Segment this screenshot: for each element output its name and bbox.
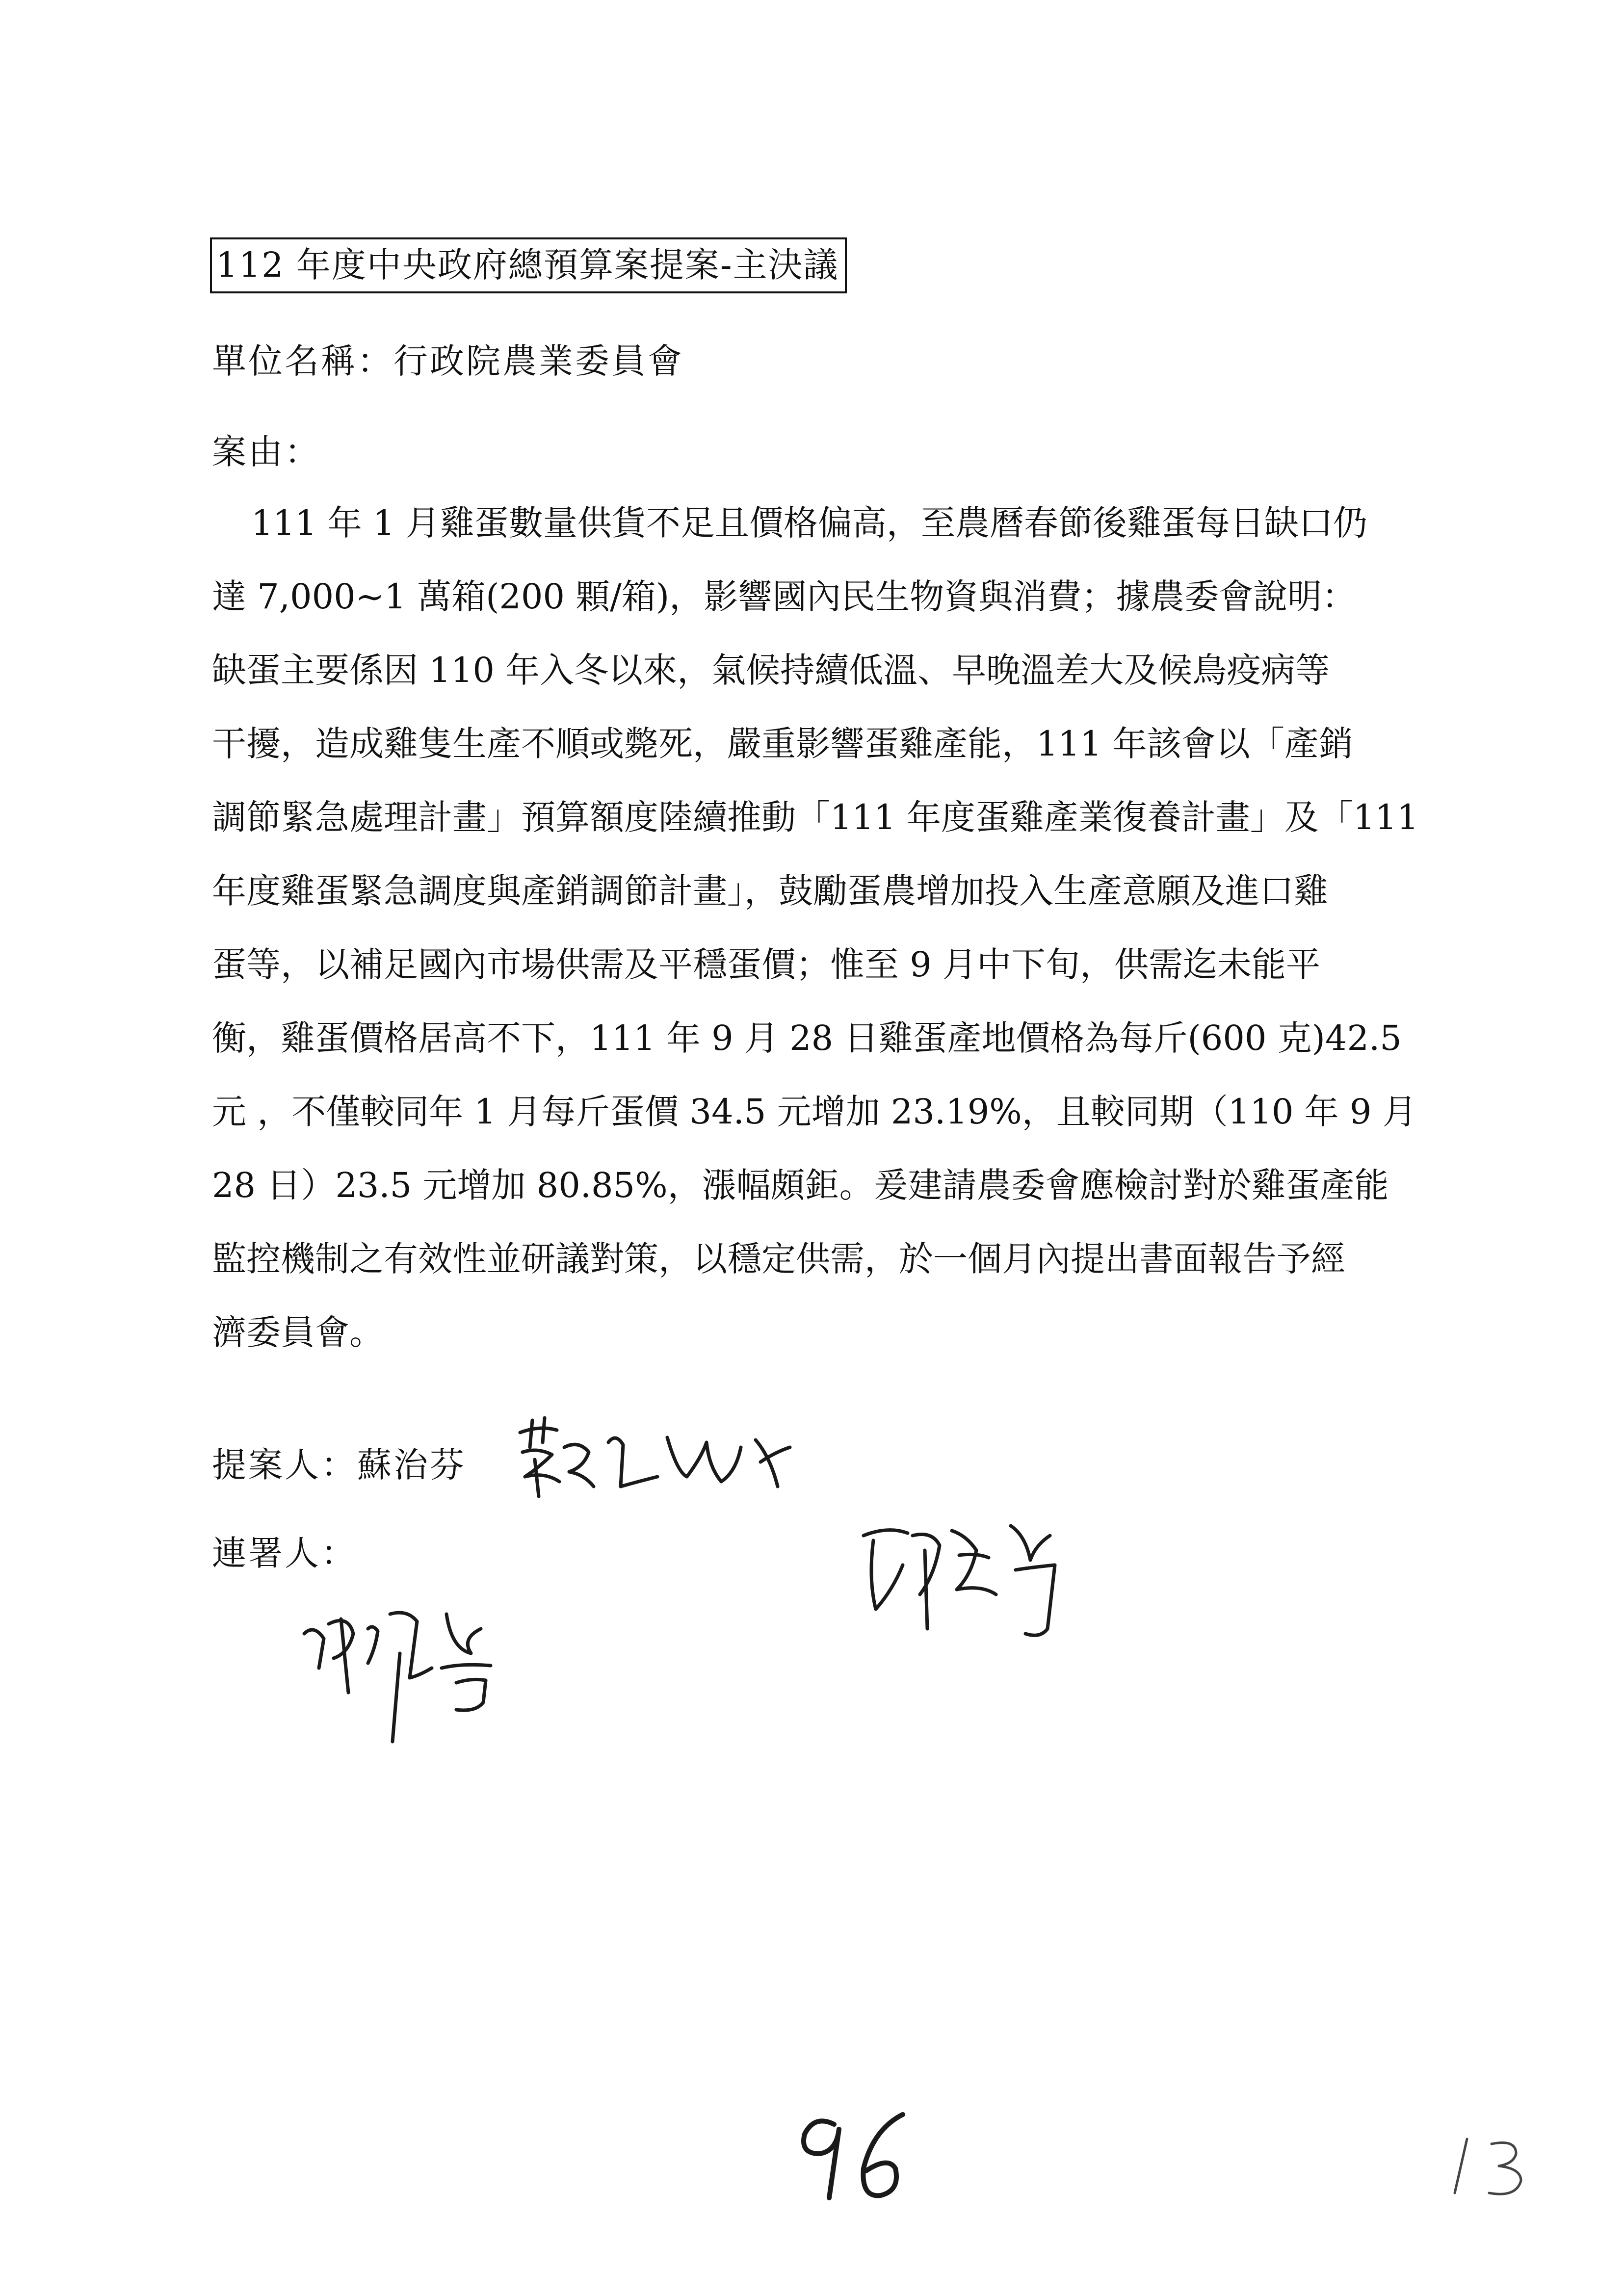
- reason-line: 元 ，不僅較同年 1 月每斤蛋價 34.5 元增加 23.19%，且較同期（110 年 9 月: [212, 1092, 1417, 1132]
- document-title: 112 年度中央政府總預算案提案-主決議: [210, 237, 847, 293]
- reason-line: 調節緊急處理計畫」預算額度陸續推動「111 年度蛋雞產業復養計畫」及「111: [212, 797, 1419, 837]
- proposer-signature: [510, 1413, 805, 1511]
- sheet-number-ink: [1442, 2129, 1541, 2203]
- handwritten-page-number: [775, 2100, 922, 2219]
- proposer-name: 蘇治芬: [357, 1445, 466, 1485]
- cosigner-signature-1: [294, 1594, 559, 1771]
- sheet-number-text: [1442, 2129, 1443, 2130]
- reason-line: 達 7,000~1 萬箱(200 顆/箱)，影響國內民生物資與消費；據農委會說明：: [212, 576, 1357, 617]
- reason-line: 蛋等，以補足國內市場供需及平穩蛋價；惟至 9 月中下旬，供需迄未能平: [212, 944, 1321, 985]
- proposer-label: 提案人：: [212, 1445, 357, 1485]
- unit-value: 行政院農業委員會: [393, 341, 684, 381]
- reason-line: 111 年 1 月雞蛋數量供貨不足且價格偏高，至農曆春節後雞蛋每日缺口仍: [251, 503, 1367, 543]
- reason-line: 年度雞蛋緊急調度與產銷調節計畫」，鼓勵蛋農增加投入生產意願及進口雞: [212, 871, 1328, 911]
- page-number-ink: [775, 2100, 922, 2218]
- reason-line: 干擾，造成雞隻生產不順或斃死，嚴重影響蛋雞產能，111 年該會以「產銷: [212, 724, 1353, 764]
- unit-line: [212, 339, 684, 384]
- proposer-line: [212, 1442, 466, 1487]
- cosigner-signature-2: [854, 1506, 1079, 1663]
- reason-line: 監控機制之有效性並研議對策，以穩定供需，於一個月內提出書面報告予經: [212, 1239, 1345, 1279]
- reason-line: 濟委員會。: [212, 1312, 384, 1353]
- handwritten-sheet-number: [1442, 2129, 1541, 2205]
- reason-line: 缺蛋主要係因 110 年入冬以來，氣候持續低溫、早晚溫差大及候鳥疫病等: [212, 650, 1330, 690]
- unit-label: 單位名稱：: [212, 341, 393, 381]
- reason-label: 案由：: [212, 432, 321, 472]
- reason-line: 衡，雞蛋價格居高不下，111 年 9 月 28 日雞蛋產地價格為每斤(600 克)42.5: [212, 1018, 1402, 1058]
- cosigner-label: 連署人：: [212, 1533, 357, 1573]
- reason-line: 28 日）23.5 元增加 80.85%，漲幅頗鉅。爰建請農委會應檢討對於雞蛋產能: [212, 1165, 1389, 1205]
